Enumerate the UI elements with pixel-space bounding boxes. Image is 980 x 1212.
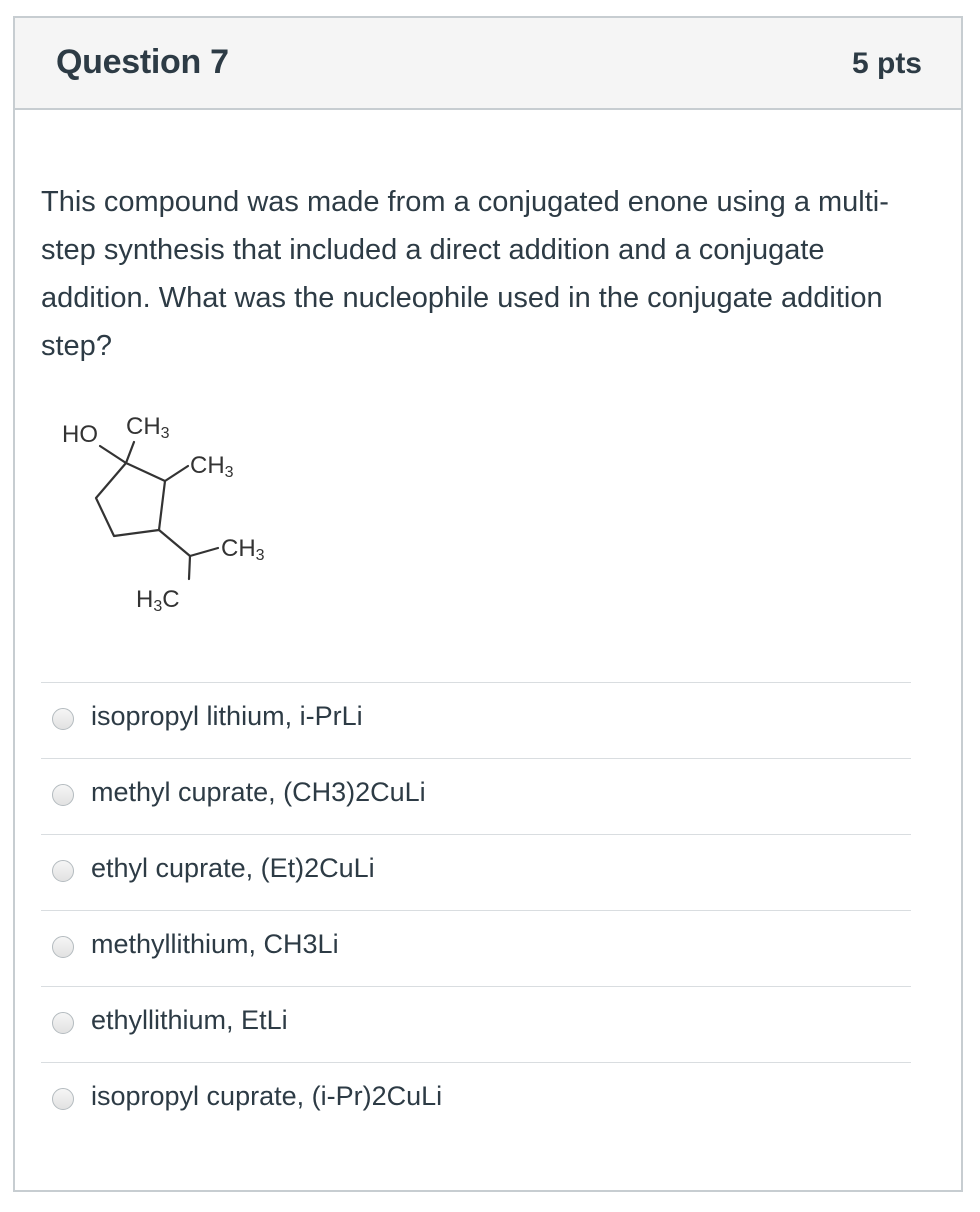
radio-button[interactable]: [52, 936, 74, 958]
question-points: 5 pts: [851, 47, 922, 80]
radio-button[interactable]: [52, 708, 74, 730]
bond-branch-h3c: [189, 556, 190, 579]
label-ch3-branch: CH3: [221, 535, 265, 564]
bond-branch-ch3: [190, 548, 218, 556]
label-ho: HO: [62, 421, 98, 448]
answer-label[interactable]: ethyllithium, EtLi: [91, 1005, 288, 1035]
answer-option-5[interactable]: [41, 987, 911, 1063]
answer-option-1[interactable]: [41, 683, 911, 759]
label-h3c-bottom: H3C: [136, 586, 180, 615]
radio-button[interactable]: [52, 860, 74, 882]
answer-label[interactable]: methyl cuprate, (CH3)2CuLi: [91, 777, 426, 807]
answer-option-2[interactable]: [41, 759, 911, 835]
label-ch3-top: CH3: [126, 413, 170, 442]
bond-branch: [159, 530, 190, 556]
radio-button[interactable]: [52, 1012, 74, 1034]
answer-label[interactable]: isopropyl lithium, i-PrLi: [91, 701, 363, 731]
radio-button[interactable]: [52, 1088, 74, 1110]
answer-option-3[interactable]: [41, 835, 911, 911]
ring-bonds: [96, 463, 165, 536]
bond-ch3-ring: [165, 466, 188, 481]
bond-ho: [100, 446, 126, 463]
answer-label[interactable]: ethyl cuprate, (Et)2CuLi: [91, 853, 375, 883]
radio-button[interactable]: [52, 784, 74, 806]
answer-list: [41, 682, 911, 1138]
question-title: Question 7: [56, 43, 229, 81]
label-ch3-ring: CH3: [190, 452, 234, 481]
question-header: [15, 18, 961, 110]
chemical-structure: [40, 396, 300, 616]
answer-label[interactable]: isopropyl cuprate, (i-Pr)2CuLi: [91, 1081, 443, 1111]
question-text: This compound was made from a conjugated enone using a multi-step synthesis that included a direct addition and a conjugate addition. What was the nucleophile used in the conjugate addition step?: [41, 186, 889, 362]
answer-label[interactable]: methyllithium, CH3Li: [91, 929, 339, 959]
answer-option-4[interactable]: [41, 911, 911, 987]
bond-ch3-top: [126, 442, 134, 463]
answer-option-6[interactable]: [41, 1063, 911, 1138]
